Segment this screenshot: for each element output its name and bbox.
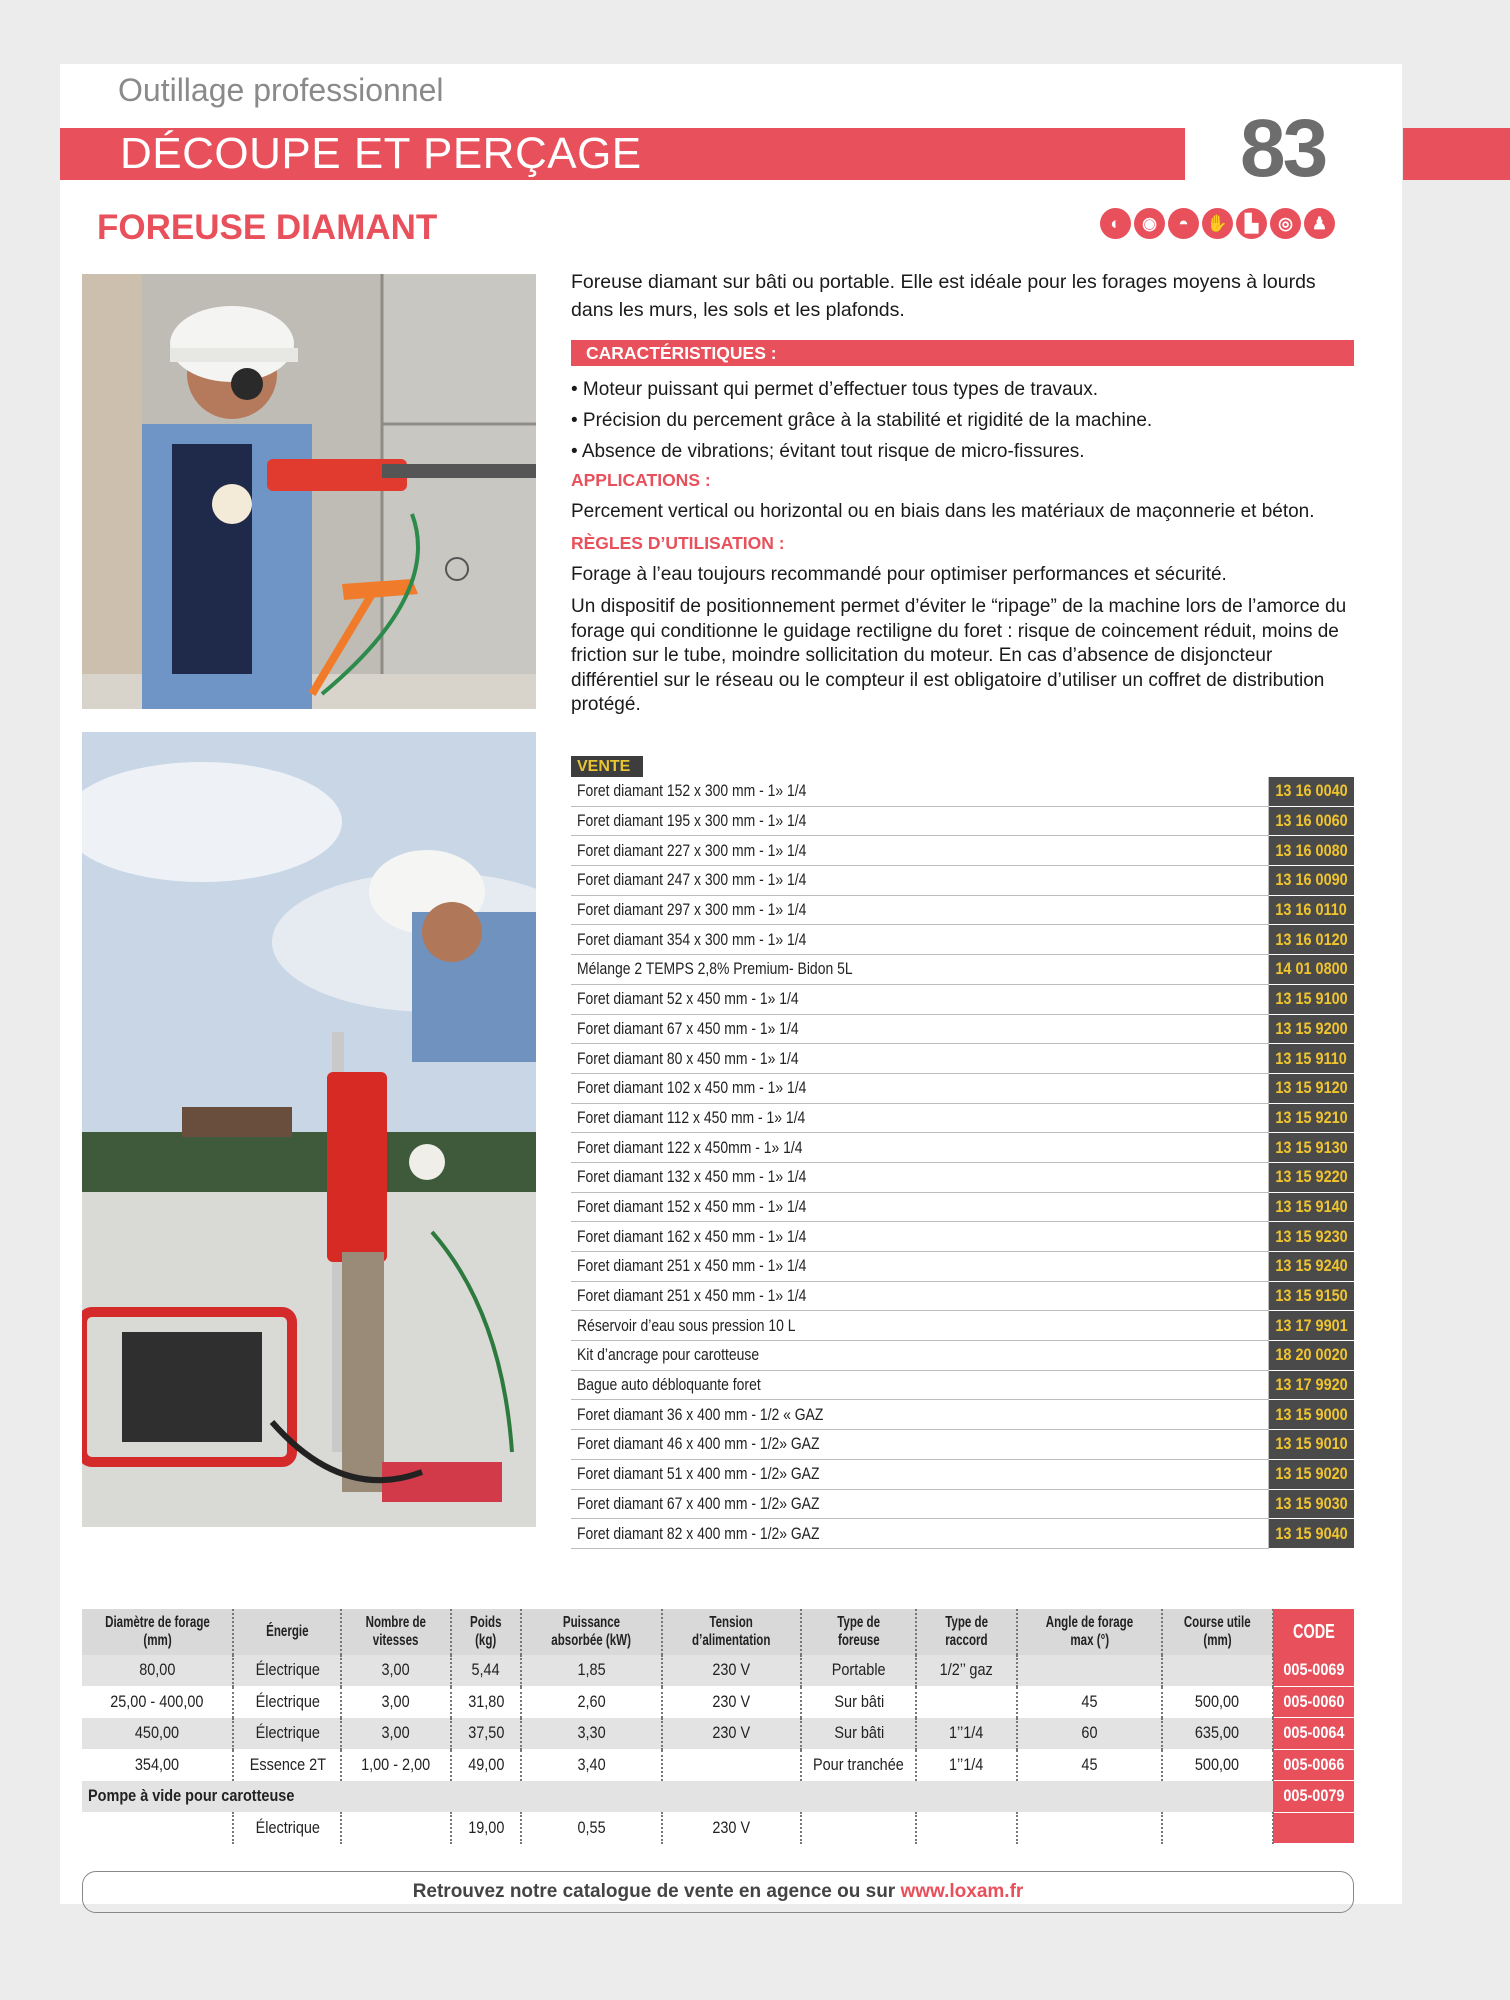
vente-row <box>571 1252 1354 1282</box>
spec-cell: 3,00 <box>341 1655 450 1686</box>
spec-cell: Électrique <box>233 1686 341 1718</box>
spec-row <box>82 1718 1354 1750</box>
vente-row <box>571 955 1354 985</box>
spec-code: 005-0069 <box>1273 1655 1354 1686</box>
vente-row <box>571 1519 1354 1549</box>
spec-cell: 19,00 <box>451 1812 522 1844</box>
spec-row <box>82 1655 1354 1686</box>
spec-cell <box>82 1812 233 1844</box>
vente-tag: VENTE <box>571 756 643 777</box>
vente-item-label: Foret diamant 82 x 400 mm - 1/2» GAZ <box>571 1519 1268 1549</box>
spec-cell: 1’’1/4 <box>916 1718 1017 1750</box>
applications-header: APPLICATIONS : <box>571 470 711 490</box>
vente-item-code: 13 15 9240 <box>1268 1252 1354 1282</box>
safety-boots-icon: ▙ <box>1236 208 1267 239</box>
characteristics-header: CARACTÉRISTIQUES : <box>571 340 1354 366</box>
photo-wall-drilling <box>82 274 536 709</box>
vente-item-label: Foret diamant 297 x 300 mm - 1» 1/4 <box>571 895 1268 925</box>
spec-row <box>82 1686 1354 1718</box>
spec-row-pump-label <box>82 1781 1354 1813</box>
vente-item-code: 13 15 9010 <box>1268 1430 1354 1460</box>
vente-item-label: Foret diamant 67 x 450 mm - 1» 1/4 <box>571 1014 1268 1044</box>
vente-item-label: Foret diamant 251 x 450 mm - 1» 1/4 <box>571 1252 1268 1282</box>
spec-cell: 3,40 <box>521 1749 661 1781</box>
page-edge-tab <box>1403 128 1510 180</box>
vente-row <box>571 836 1354 866</box>
characteristic-item: • Absence de vibrations; évitant tout risque de micro-fissures. <box>571 441 1085 462</box>
spec-header: Course utile (mm) <box>1162 1609 1273 1655</box>
vente-item-code: 13 16 0110 <box>1268 895 1354 925</box>
vente-item-label: Foret diamant 354 x 300 mm - 1» 1/4 <box>571 925 1268 955</box>
vente-row <box>571 1133 1354 1163</box>
vente-row <box>571 984 1354 1014</box>
vente-item-label: Mélange 2 TEMPS 2,8% Premium- Bidon 5L <box>571 955 1268 985</box>
vente-item-label: Foret diamant 51 x 400 mm - 1/2» GAZ <box>571 1459 1268 1489</box>
spec-cell: 37,50 <box>451 1718 522 1750</box>
vente-item-code: 13 15 9120 <box>1268 1073 1354 1103</box>
spec-cell: 230 V <box>662 1812 802 1844</box>
vente-item-code: 13 15 9210 <box>1268 1103 1354 1133</box>
vente-row <box>571 1014 1354 1044</box>
apron-icon: ♟ <box>1304 208 1335 239</box>
spec-cell: 450,00 <box>82 1718 233 1750</box>
rules-text-2: Un dispositif de positionnement permet d’éviter le “ripage” de la machine lors de l’amorce du forage qui conditionne le guidage rectiligne du foret : risque de coincement réduit, moins de friction sur le tube, moindre sollicitation du moteur. En cas d’absence de disjoncteur différentiel sur le réseau ou le compteur il est obligatoire d’utiliser un coffret de distribution protégé. <box>571 596 1347 715</box>
spec-code: 005-0066 <box>1273 1749 1354 1781</box>
characteristic-item: • Précision du percement grâce à la stabilité et rigidité de la machine. <box>571 410 1153 431</box>
spec-cell: 5,44 <box>451 1655 522 1686</box>
vente-item-code: 13 15 9000 <box>1268 1400 1354 1430</box>
spec-cell: 3,30 <box>521 1718 661 1750</box>
vente-item-code: 13 16 0060 <box>1268 806 1354 836</box>
spec-cell <box>341 1812 450 1844</box>
spec-header: Énergie <box>233 1609 341 1655</box>
footer-banner <box>82 1871 1354 1913</box>
vente-row <box>571 895 1354 925</box>
spec-cell <box>1162 1655 1273 1686</box>
vente-item-code: 13 15 9230 <box>1268 1222 1354 1252</box>
vente-row <box>571 866 1354 896</box>
spec-cell: 354,00 <box>82 1749 233 1781</box>
catalog-subtitle: Outillage professionnel <box>118 72 444 108</box>
spec-header: Tension d’alimentation <box>662 1609 802 1655</box>
vente-item-code: 13 15 9040 <box>1268 1519 1354 1549</box>
spec-cell: Électrique <box>233 1718 341 1750</box>
vente-item-label: Réservoir d’eau sous pression 10 L <box>571 1311 1268 1341</box>
vente-item-label: Foret diamant 132 x 450 mm - 1» 1/4 <box>571 1162 1268 1192</box>
vente-item-label: Foret diamant 112 x 450 mm - 1» 1/4 <box>571 1103 1268 1133</box>
vente-item-code: 13 17 9901 <box>1268 1311 1354 1341</box>
spec-cell: 25,00 - 400,00 <box>82 1686 233 1718</box>
vente-row <box>571 1281 1354 1311</box>
spec-table <box>82 1609 1354 1844</box>
vente-item-label: Foret diamant 227 x 300 mm - 1» 1/4 <box>571 836 1268 866</box>
vente-item-code: 13 15 9150 <box>1268 1281 1354 1311</box>
spec-cell: 230 V <box>662 1655 802 1686</box>
ppe-icons <box>1100 208 1335 239</box>
spec-header: Type de foreuse <box>801 1609 916 1655</box>
rules-text-1: Forage à l’eau toujours recommandé pour optimiser performances et sécurité. <box>571 564 1227 585</box>
vente-item-label: Foret diamant 152 x 300 mm - 1» 1/4 <box>571 777 1268 806</box>
ear-protection-icon: ◐ <box>1100 208 1131 239</box>
vente-item-code: 13 15 9130 <box>1268 1133 1354 1163</box>
vente-row <box>571 1459 1354 1489</box>
spec-header: Puissance absorbée (kW) <box>521 1609 661 1655</box>
spec-cell: Électrique <box>233 1812 341 1844</box>
footer-text: Retrouvez notre catalogue de vente en agence ou sur <box>412 1881 901 1902</box>
spec-cell <box>916 1686 1017 1718</box>
photo-core-drill-stand <box>82 732 536 1527</box>
vente-row <box>571 1103 1354 1133</box>
vente-row <box>571 1400 1354 1430</box>
hard-hat-icon: ◓ <box>1168 208 1199 239</box>
gloves-icon: ✋ <box>1202 208 1233 239</box>
vente-item-code: 13 15 9110 <box>1268 1044 1354 1074</box>
vente-row <box>571 1044 1354 1074</box>
spec-cell: Sur bâti <box>801 1718 916 1750</box>
vente-item-label: Foret diamant 36 x 400 mm - 1/2 « GAZ <box>571 1400 1268 1430</box>
spec-cell: 3,00 <box>341 1718 450 1750</box>
vente-item-label: Bague auto débloquante foret <box>571 1370 1268 1400</box>
spec-cell <box>1162 1812 1273 1844</box>
spec-header: Diamètre de forage (mm) <box>82 1609 233 1655</box>
spec-cell <box>916 1812 1017 1844</box>
spec-cell: 635,00 <box>1162 1718 1273 1750</box>
page-number: 83 <box>1240 103 1326 194</box>
vente-item-label: Foret diamant 46 x 400 mm - 1/2» GAZ <box>571 1430 1268 1460</box>
spec-cell: 230 V <box>662 1718 802 1750</box>
spec-code: 005-0060 <box>1273 1686 1354 1718</box>
spec-cell: Essence 2T <box>233 1749 341 1781</box>
spec-code: 005-0064 <box>1273 1718 1354 1750</box>
spec-cell: 1/2’’ gaz <box>916 1655 1017 1686</box>
spec-header: Angle de forage max (°) <box>1017 1609 1162 1655</box>
vente-row <box>571 1162 1354 1192</box>
characteristic-item: • Moteur puissant qui permet d’effectuer tous types de travaux. <box>571 379 1098 400</box>
spec-cell: Portable <box>801 1655 916 1686</box>
vente-row <box>571 1192 1354 1222</box>
vente-item-label: Foret diamant 162 x 450 mm - 1» 1/4 <box>571 1222 1268 1252</box>
vente-table <box>571 777 1354 1549</box>
vente-item-label: Foret diamant 102 x 450 mm - 1» 1/4 <box>571 1073 1268 1103</box>
vente-item-code: 13 16 0090 <box>1268 866 1354 896</box>
vente-item-code: 13 17 9920 <box>1268 1370 1354 1400</box>
vente-item-label: Foret diamant 195 x 300 mm - 1» 1/4 <box>571 806 1268 836</box>
spec-cell: 45 <box>1017 1749 1162 1781</box>
face-shield-icon: ◉ <box>1134 208 1165 239</box>
vente-row <box>571 1311 1354 1341</box>
vente-item-label: Foret diamant 52 x 450 mm - 1» 1/4 <box>571 984 1268 1014</box>
applications-text: Percement vertical ou horizontal ou en biais dans les matériaux de maçonnerie et béton. <box>571 501 1315 522</box>
spec-row <box>82 1749 1354 1781</box>
product-title: FOREUSE DIAMANT <box>97 208 438 247</box>
spec-cell <box>1017 1812 1162 1844</box>
spec-header-code: CODE <box>1273 1609 1354 1655</box>
spec-cell: 45 <box>1017 1686 1162 1718</box>
spec-cell: 31,80 <box>451 1686 522 1718</box>
vente-row <box>571 806 1354 836</box>
vente-item-label: Foret diamant 152 x 450 mm - 1» 1/4 <box>571 1192 1268 1222</box>
spec-cell: 3,00 <box>341 1686 450 1718</box>
vente-item-code: 13 15 9020 <box>1268 1459 1354 1489</box>
vente-item-code: 13 15 9200 <box>1268 1014 1354 1044</box>
vente-row <box>571 1489 1354 1519</box>
spec-code: 005-0079 <box>1273 1781 1354 1813</box>
spec-cell: 1,00 - 2,00 <box>341 1749 450 1781</box>
vente-item-code: 18 20 0020 <box>1268 1341 1354 1371</box>
vente-item-code: 13 15 9140 <box>1268 1192 1354 1222</box>
vente-item-label: Foret diamant 80 x 450 mm - 1» 1/4 <box>571 1044 1268 1074</box>
spec-header: Type de raccord <box>916 1609 1017 1655</box>
pump-label: Pompe à vide pour carotteuse <box>82 1781 1273 1813</box>
vente-row <box>571 1370 1354 1400</box>
spec-header: Nombre de vitesses <box>341 1609 450 1655</box>
spec-cell <box>801 1812 916 1844</box>
spec-cell: 60 <box>1017 1718 1162 1750</box>
vente-row <box>571 925 1354 955</box>
spec-cell: 2,60 <box>521 1686 661 1718</box>
spec-cell: 0,55 <box>521 1812 661 1844</box>
characteristics-list <box>571 374 1351 467</box>
vente-item-code: 13 15 9030 <box>1268 1489 1354 1519</box>
spec-cell: 1,85 <box>521 1655 661 1686</box>
vente-item-label: Foret diamant 67 x 400 mm - 1/2» GAZ <box>571 1489 1268 1519</box>
vente-item-label: Foret diamant 247 x 300 mm - 1» 1/4 <box>571 866 1268 896</box>
vente-item-code: 14 01 0800 <box>1268 955 1354 985</box>
vente-item-label: Kit d’ancrage pour carotteuse <box>571 1341 1268 1371</box>
vente-item-label: Foret diamant 251 x 450 mm - 1» 1/4 <box>571 1281 1268 1311</box>
spec-cell: Électrique <box>233 1655 341 1686</box>
spec-code <box>1273 1812 1354 1844</box>
spec-row <box>82 1812 1354 1844</box>
section-banner: DÉCOUPE ET PERÇAGE <box>60 128 1185 180</box>
vente-row <box>571 777 1354 806</box>
vente-row <box>571 1073 1354 1103</box>
spec-cell: 500,00 <box>1162 1749 1273 1781</box>
spec-cell: Pour tranchée <box>801 1749 916 1781</box>
spec-cell: Sur bâti <box>801 1686 916 1718</box>
spec-cell <box>1017 1655 1162 1686</box>
spec-cell: 500,00 <box>1162 1686 1273 1718</box>
spec-cell: 1’’1/4 <box>916 1749 1017 1781</box>
vente-item-code: 13 16 0040 <box>1268 777 1354 806</box>
spec-cell <box>662 1749 802 1781</box>
goggles-icon: ◎ <box>1270 208 1301 239</box>
footer-link[interactable]: www.loxam.fr <box>900 1881 1024 1902</box>
vente-row <box>571 1430 1354 1460</box>
rules-header: RÈGLES D’UTILISATION : <box>571 533 785 553</box>
spec-cell: 230 V <box>662 1686 802 1718</box>
spec-cell: 49,00 <box>451 1749 522 1781</box>
spec-header: Poids (kg) <box>451 1609 522 1655</box>
product-intro: Foreuse diamant sur bâti ou portable. Elle est idéale pour les forages moyens à lourds dans les murs, les sols et les plafonds. <box>571 271 1316 321</box>
vente-row <box>571 1222 1354 1252</box>
vente-item-label: Foret diamant 122 x 450mm - 1» 1/4 <box>571 1133 1268 1163</box>
spec-cell: 80,00 <box>82 1655 233 1686</box>
vente-item-code: 13 15 9100 <box>1268 984 1354 1014</box>
vente-item-code: 13 16 0080 <box>1268 836 1354 866</box>
vente-item-code: 13 16 0120 <box>1268 925 1354 955</box>
vente-row <box>571 1341 1354 1371</box>
vente-item-code: 13 15 9220 <box>1268 1162 1354 1192</box>
